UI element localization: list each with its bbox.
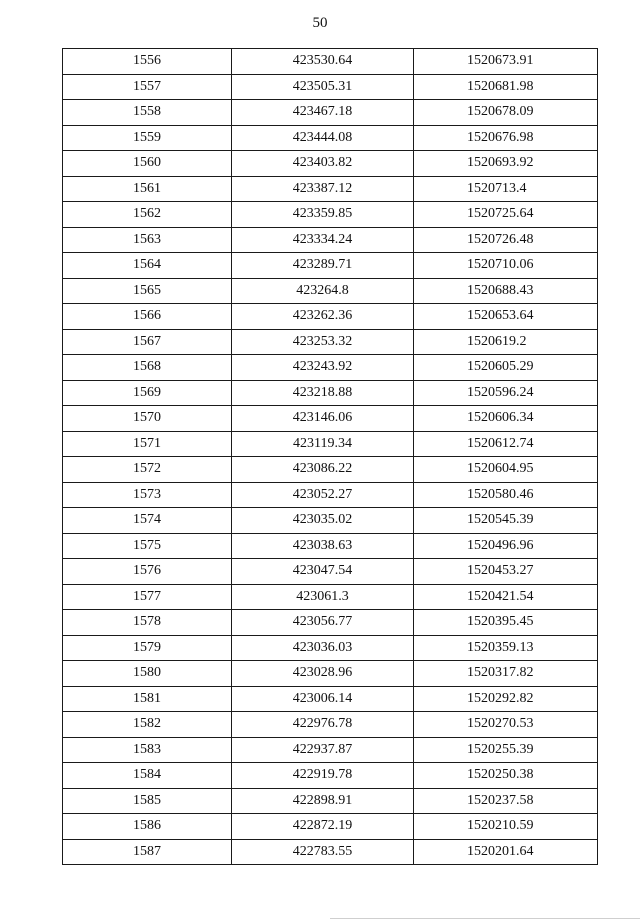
- table-row: [63, 125, 598, 151]
- table-row: [63, 559, 598, 585]
- point-number-cell: 1579: [63, 635, 232, 661]
- point-number-cell: 1568: [63, 355, 232, 381]
- y-coordinate-cell: 1520359.13: [414, 635, 598, 661]
- y-coordinate-cell: 1520653.64: [414, 304, 598, 330]
- y-coordinate-cell: 1520317.82: [414, 661, 598, 687]
- x-coordinate-cell: 423262.36: [232, 304, 414, 330]
- y-coordinate-cell: 1520604.95: [414, 457, 598, 483]
- x-coordinate-cell: 423119.34: [232, 431, 414, 457]
- table-row: [63, 227, 598, 253]
- point-number-cell: 1575: [63, 533, 232, 559]
- table-row: [63, 304, 598, 330]
- y-coordinate-cell: 1520606.34: [414, 406, 598, 432]
- point-number-cell: 1567: [63, 329, 232, 355]
- y-coordinate-cell: 1520619.2: [414, 329, 598, 355]
- table-row: [63, 355, 598, 381]
- y-coordinate-cell: 1520688.43: [414, 278, 598, 304]
- y-coordinate-cell: 1520201.64: [414, 839, 598, 865]
- y-coordinate-cell: 1520270.53: [414, 712, 598, 738]
- table-row: [63, 814, 598, 840]
- y-coordinate-cell: 1520713.4: [414, 176, 598, 202]
- x-coordinate-cell: 423061.3: [232, 584, 414, 610]
- table-row: [63, 661, 598, 687]
- table-row: [63, 533, 598, 559]
- y-coordinate-cell: 1520681.98: [414, 74, 598, 100]
- y-coordinate-cell: 1520421.54: [414, 584, 598, 610]
- x-coordinate-cell: 423036.03: [232, 635, 414, 661]
- point-number-cell: 1581: [63, 686, 232, 712]
- table-row: [63, 176, 598, 202]
- x-coordinate-cell: 423334.24: [232, 227, 414, 253]
- y-coordinate-cell: 1520676.98: [414, 125, 598, 151]
- y-coordinate-cell: 1520596.24: [414, 380, 598, 406]
- point-number-cell: 1563: [63, 227, 232, 253]
- x-coordinate-cell: 423086.22: [232, 457, 414, 483]
- point-number-cell: 1582: [63, 712, 232, 738]
- y-coordinate-cell: 1520292.82: [414, 686, 598, 712]
- x-coordinate-cell: 423218.88: [232, 380, 414, 406]
- y-coordinate-cell: 1520255.39: [414, 737, 598, 763]
- point-number-cell: 1562: [63, 202, 232, 228]
- point-number-cell: 1557: [63, 74, 232, 100]
- table-row: [63, 278, 598, 304]
- x-coordinate-cell: 423038.63: [232, 533, 414, 559]
- x-coordinate-cell: 423035.02: [232, 508, 414, 534]
- x-coordinate-cell: 423505.31: [232, 74, 414, 100]
- table-row: [63, 457, 598, 483]
- x-coordinate-cell: 423047.54: [232, 559, 414, 585]
- point-number-cell: 1573: [63, 482, 232, 508]
- table-row: [63, 584, 598, 610]
- point-number-cell: 1572: [63, 457, 232, 483]
- table-row: [63, 788, 598, 814]
- y-coordinate-cell: 1520673.91: [414, 49, 598, 75]
- page-number: 50: [312, 15, 328, 31]
- y-coordinate-cell: 1520693.92: [414, 151, 598, 177]
- table-row: [63, 406, 598, 432]
- point-number-cell: 1571: [63, 431, 232, 457]
- x-coordinate-cell: 423264.8: [232, 278, 414, 304]
- y-coordinate-cell: 1520726.48: [414, 227, 598, 253]
- table-row: [63, 431, 598, 457]
- point-number-cell: 1587: [63, 839, 232, 865]
- point-number-cell: 1566: [63, 304, 232, 330]
- point-number-cell: 1574: [63, 508, 232, 534]
- x-coordinate-cell: 423052.27: [232, 482, 414, 508]
- y-coordinate-cell: 1520453.27: [414, 559, 598, 585]
- y-coordinate-cell: 1520725.64: [414, 202, 598, 228]
- point-number-cell: 1584: [63, 763, 232, 789]
- table-row: [63, 482, 598, 508]
- x-coordinate-cell: 422976.78: [232, 712, 414, 738]
- x-coordinate-cell: 423387.12: [232, 176, 414, 202]
- table-row: [63, 151, 598, 177]
- y-coordinate-cell: 1520678.09: [414, 100, 598, 126]
- table-row: [63, 253, 598, 279]
- x-coordinate-cell: 423467.18: [232, 100, 414, 126]
- x-coordinate-cell: 423243.92: [232, 355, 414, 381]
- table-row: [63, 329, 598, 355]
- table-row: [63, 635, 598, 661]
- point-number-cell: 1577: [63, 584, 232, 610]
- point-number-cell: 1580: [63, 661, 232, 687]
- x-coordinate-cell: 422872.19: [232, 814, 414, 840]
- point-number-cell: 1578: [63, 610, 232, 636]
- y-coordinate-cell: 1520237.58: [414, 788, 598, 814]
- table-row: [63, 737, 598, 763]
- x-coordinate-cell: 423253.32: [232, 329, 414, 355]
- y-coordinate-cell: 1520496.96: [414, 533, 598, 559]
- table-row: [63, 508, 598, 534]
- x-coordinate-cell: 422898.91: [232, 788, 414, 814]
- y-coordinate-cell: 1520395.45: [414, 610, 598, 636]
- table-row: [63, 202, 598, 228]
- y-coordinate-cell: 1520710.06: [414, 253, 598, 279]
- point-number-cell: 1556: [63, 49, 232, 75]
- y-coordinate-cell: 1520545.39: [414, 508, 598, 534]
- point-number-cell: 1569: [63, 380, 232, 406]
- x-coordinate-cell: 422783.55: [232, 839, 414, 865]
- point-number-cell: 1583: [63, 737, 232, 763]
- x-coordinate-cell: 423444.08: [232, 125, 414, 151]
- x-coordinate-cell: 423146.06: [232, 406, 414, 432]
- table-row: [63, 74, 598, 100]
- coordinates-table-body: [63, 49, 598, 865]
- table-row: [63, 49, 598, 75]
- y-coordinate-cell: 1520580.46: [414, 482, 598, 508]
- y-coordinate-cell: 1520250.38: [414, 763, 598, 789]
- y-coordinate-cell: 1520605.29: [414, 355, 598, 381]
- x-coordinate-cell: 422937.87: [232, 737, 414, 763]
- x-coordinate-cell: 423359.85: [232, 202, 414, 228]
- x-coordinate-cell: 423006.14: [232, 686, 414, 712]
- page-edge-line: [330, 918, 640, 919]
- point-number-cell: 1570: [63, 406, 232, 432]
- table-row: [63, 712, 598, 738]
- table-row: [63, 763, 598, 789]
- y-coordinate-cell: 1520612.74: [414, 431, 598, 457]
- table-row: [63, 100, 598, 126]
- point-number-cell: 1558: [63, 100, 232, 126]
- x-coordinate-cell: 422919.78: [232, 763, 414, 789]
- table-row: [63, 380, 598, 406]
- table-row: [63, 610, 598, 636]
- point-number-cell: 1561: [63, 176, 232, 202]
- coordinates-table: [62, 48, 598, 865]
- point-number-cell: 1585: [63, 788, 232, 814]
- point-number-cell: 1586: [63, 814, 232, 840]
- point-number-cell: 1565: [63, 278, 232, 304]
- point-number-cell: 1564: [63, 253, 232, 279]
- table-row: [63, 839, 598, 865]
- x-coordinate-cell: 423403.82: [232, 151, 414, 177]
- y-coordinate-cell: 1520210.59: [414, 814, 598, 840]
- point-number-cell: 1576: [63, 559, 232, 585]
- point-number-cell: 1559: [63, 125, 232, 151]
- x-coordinate-cell: 423028.96: [232, 661, 414, 687]
- point-number-cell: 1560: [63, 151, 232, 177]
- x-coordinate-cell: 423530.64: [232, 49, 414, 75]
- table-row: [63, 686, 598, 712]
- x-coordinate-cell: 423056.77: [232, 610, 414, 636]
- x-coordinate-cell: 423289.71: [232, 253, 414, 279]
